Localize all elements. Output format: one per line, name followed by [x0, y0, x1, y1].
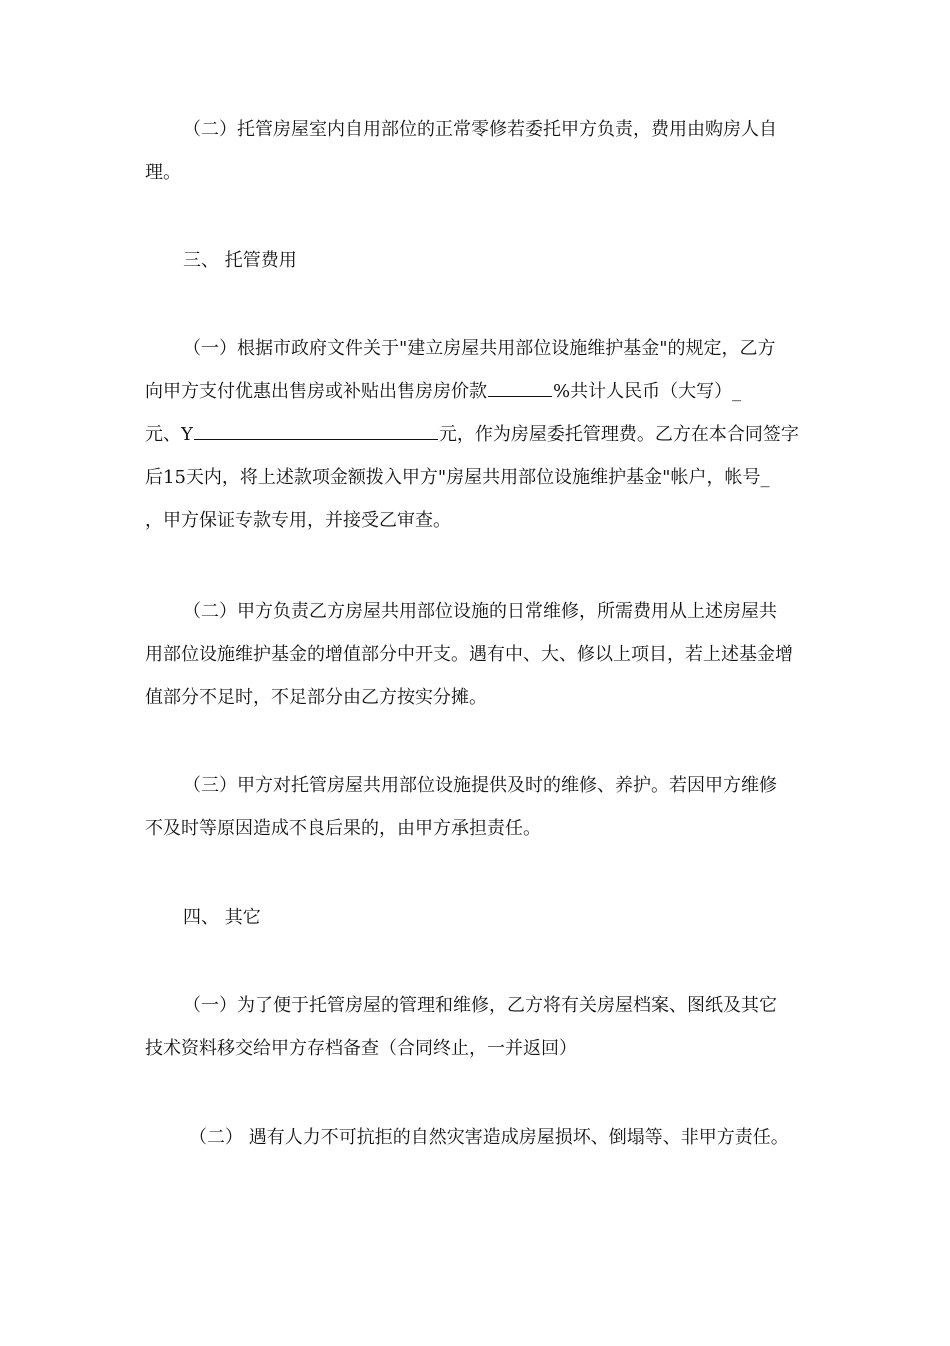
paragraph-line: （三）甲方对托管房屋共用部位设施提供及时的维修、养护。若因甲方维修 [183, 775, 777, 796]
paragraph-line: （二）托管房屋室内自用部位的正常零修若委托甲方负责，费用由购房人自 [183, 119, 777, 140]
line-text: 向甲方支付优惠出售房或补贴出售房房价款 [145, 381, 487, 402]
paragraph-repair-fee [145, 108, 815, 194]
section-heading-custody-fee: 三、 托管费用 [183, 250, 297, 271]
paragraph-documents-transfer [145, 984, 815, 1070]
paragraph-force-majeure [145, 1116, 825, 1159]
paragraph-line: （一）为了便于托管房屋的管理和维修，乙方将有关房屋档案、图纸及其它 [183, 995, 777, 1016]
paragraph-line: 值部分不足时，不足部分由乙方按实分摊。 [145, 687, 487, 708]
paragraph-line: （二）甲方负责乙方房屋共用部位设施的日常维修，所需费用从上述房屋共 [183, 601, 777, 622]
line-text: 元、Y [145, 424, 193, 445]
paragraph-timely-repair [145, 764, 815, 850]
paragraph-line: （二） 遇有人力不可抗拒的自然灾害造成房屋损坏、倒塌等、非甲方责任。 [189, 1127, 789, 1148]
fill-in-blank-percent [488, 378, 552, 397]
paragraph-line: 后15天内，将上述款项金额拨入甲方"房屋共用部位设施维护基金"帐户，帐号_ [145, 467, 770, 488]
paragraph-line: ，甲方保证专款专用，并接受乙审查。 [145, 510, 451, 531]
paragraph-line [145, 413, 815, 456]
paragraph-line: 不及时等原因造成不良后果的，由甲方承担责任。 [145, 818, 541, 839]
paragraph-line [145, 370, 815, 413]
section-heading-other: 四、 其它 [183, 907, 261, 928]
line-text: %共计人民币（大写）_ [553, 381, 742, 402]
line-text: 元，作为房屋委托管理费。乙方在本合同签字 [438, 424, 799, 445]
paragraph-line: 技术资料移交给甲方存档备查（合同终止，一并返回） [145, 1038, 577, 1059]
paragraph-daily-maintenance [145, 590, 815, 719]
paragraph-line: 理。 [145, 162, 181, 183]
paragraph-maintenance-fund [145, 327, 815, 542]
fill-in-blank-amount [194, 421, 438, 440]
paragraph-line: 用部位设施维护基金的增值部分中开支。遇有中、大、修以上项目，若上述基金增 [145, 644, 793, 665]
paragraph-line: （一）根据市政府文件关于"建立房屋共用部位设施维护基金"的规定，乙方 [183, 338, 776, 359]
